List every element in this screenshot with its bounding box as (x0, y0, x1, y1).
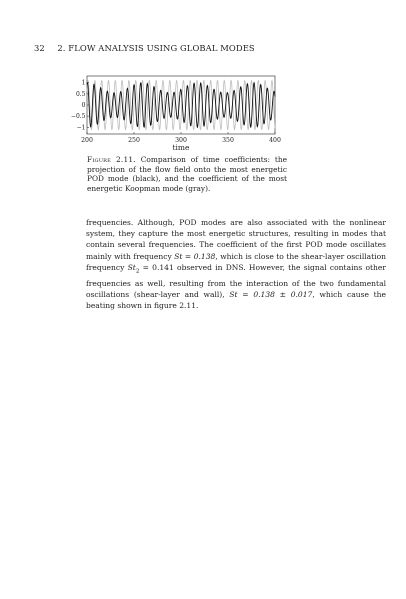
y-tick-label: 1 (81, 79, 86, 87)
x-axis-label: time (172, 143, 190, 152)
body-text-3: = 0.141 observed in DNS. However, the signal contains other frequencies as well, resulting from the interaction of the two fundamental oscillations (shear-layer and wall), (86, 262, 386, 299)
chapter-title: 2. FLOW ANALYSIS USING GLOBAL MODES (57, 43, 255, 53)
page-header (34, 43, 255, 53)
body-text-1: frequencies. Although, POD modes are also associated with the nonlinear system, they capture the most energetic structures, resulting in modes that contain several frequencies. The coefficient of the first POD mode oscillates mainly with frequency (86, 218, 386, 261)
strouhal-3: St = 0.138 ± 0.017 (229, 289, 313, 299)
x-tick-label: 400 (269, 137, 281, 144)
y-tick-label: 0 (81, 102, 86, 109)
y-tick-label: −1 (76, 124, 86, 132)
strouhal-2-subscript: 2 (135, 268, 140, 275)
body-text-2: , which is close to the shear-layer oscillation frequency (86, 251, 386, 272)
x-tick-label: 250 (128, 137, 140, 144)
body-text-4: , which cause the beating shown in figure 2.11. (86, 289, 387, 310)
caption-text: Comparison of time coefficients: the projection of the flow field onto the most energetic POD mode (black), and the coefficient of the most energetic Koopman mode (gray). (87, 155, 287, 193)
x-tick-label: 200 (81, 137, 93, 144)
figure-caption (87, 155, 287, 193)
y-tick-label: −0.5 (70, 113, 86, 121)
page-number: 32 (34, 43, 45, 53)
figure-label: Figure 2.11. (87, 155, 136, 164)
y-axis-ticks (71, 80, 89, 132)
time-coefficient-chart (70, 72, 298, 154)
body-paragraph (86, 217, 386, 311)
strouhal-2: St (127, 262, 136, 272)
strouhal-1: St = 0.138 (174, 251, 216, 261)
x-tick-label: 350 (222, 137, 234, 144)
x-tick-label: 300 (175, 137, 187, 144)
y-tick-label: 0.5 (75, 90, 86, 98)
